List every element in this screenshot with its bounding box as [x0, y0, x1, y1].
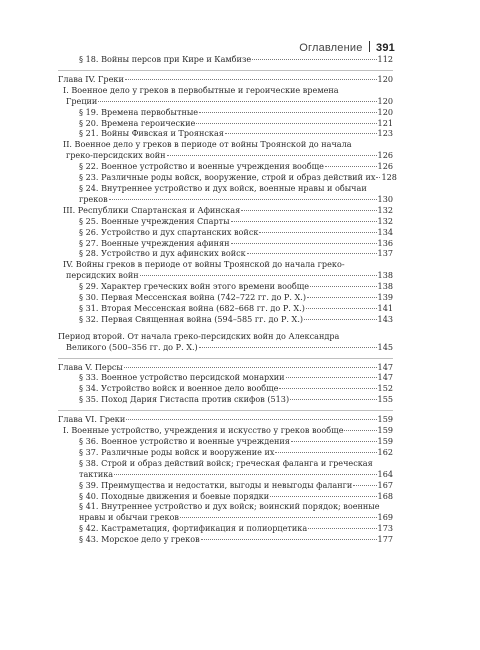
toc-entry-text: § 21. Войны Фивская и Троянская — [79, 128, 224, 139]
toc-entry-text: § 37. Различные роды войск и вооружение их — [79, 446, 275, 457]
toc-page-number: 169 — [377, 512, 393, 523]
dot-leader — [344, 430, 376, 431]
toc-entry-text: греко-персидских войн — [66, 150, 166, 161]
toc-entry-text: I. Военные устройство, учреждения и искусство у греков вообще — [63, 425, 344, 436]
toc-section-entry[interactable] — [58, 238, 393, 249]
toc-chapter-entry[interactable] — [58, 74, 393, 85]
toc-chapter-entry[interactable] — [58, 362, 393, 373]
dot-leader — [247, 253, 377, 254]
dot-leader — [225, 133, 377, 134]
toc-entry-text: Период второй. От начала греко-персидских войн до Александра — [58, 330, 340, 341]
dot-leader — [291, 441, 377, 442]
toc-part-entry[interactable] — [58, 259, 393, 281]
dot-leader — [306, 308, 377, 309]
dot-leader — [125, 79, 377, 80]
section-title: Оглавление — [299, 42, 363, 54]
toc-entry-text: § 40. Походные движения и боевые порядки — [79, 490, 270, 501]
toc-page-number: 139 — [377, 292, 393, 303]
toc-entry-text: § 42. Кастраметация, фортификация и полиорцетика — [79, 523, 308, 534]
toc-entry-text: Великого (500–356 гг. до Р. Х.) — [66, 341, 198, 352]
toc-entry-text: § 33. Военное устройство персидской монархии — [79, 372, 285, 383]
dot-leader — [270, 496, 376, 497]
toc-page-number: 123 — [377, 128, 393, 139]
dot-leader — [376, 177, 380, 178]
toc-section-entry[interactable] — [58, 227, 393, 238]
dot-leader — [199, 112, 376, 113]
dot-leader — [304, 319, 376, 320]
toc-entry-text: § 20. Времена героические — [79, 117, 196, 128]
toc-entry-text: § 35. Поход Дария Гистаспа против скифов (513) — [79, 394, 290, 405]
toc-entry-text: § 22. Военное устройство и военные учреждения вообще — [79, 161, 324, 172]
toc-section-entry[interactable] — [58, 281, 393, 292]
toc-entry-text: I. Военное дело у греков в первобытные и героические времена — [63, 84, 339, 95]
toc-section-entry[interactable] — [58, 107, 393, 118]
dot-leader — [114, 474, 376, 475]
toc-entry-text: Глава V. Персы — [58, 361, 123, 372]
toc-entry-text: § 30. Первая Мессенская война (742–722 гг. до Р. Х.) — [79, 292, 307, 303]
toc-entry-text: Греции — [66, 95, 98, 106]
dot-leader — [259, 232, 376, 233]
toc-page-number: 145 — [377, 341, 393, 352]
toc-entry-text: IV. Войны греков в периоде от войны Троянской до начала греко- — [63, 259, 345, 270]
toc-page-number: 138 — [377, 281, 393, 292]
toc-page-number: 164 — [377, 468, 393, 479]
toc-entry-text: § 41. Внутреннее устройство и дух войск; воинский порядок; военные — [79, 501, 380, 512]
toc-page-number: 138 — [377, 270, 393, 281]
toc-entry-text: Глава IV. Греки — [58, 73, 124, 84]
toc-page-number: 137 — [377, 248, 393, 259]
toc-page-number: 177 — [377, 534, 393, 545]
toc-part-entry[interactable] — [58, 139, 393, 161]
header-separator — [369, 41, 371, 52]
dot-leader — [201, 539, 377, 540]
running-header — [299, 41, 395, 54]
toc-entry-text: § 19. Времена первобытные — [79, 106, 199, 117]
toc-section-entry[interactable] — [58, 447, 393, 458]
toc-part-entry[interactable] — [58, 85, 393, 107]
toc-page-number: 120 — [377, 73, 393, 84]
toc-section-entry[interactable] — [58, 383, 393, 394]
toc-entry-text: § 26. Устройство и дух спартанских войск — [79, 226, 259, 237]
dot-leader — [124, 367, 377, 368]
toc-section-entry[interactable] — [58, 172, 397, 183]
toc-entry-text: § 18. Войны персов при Кире и Камбизе — [79, 54, 252, 64]
toc-entry-text: § 43. Морское дело у греков — [79, 534, 200, 545]
toc-section-entry[interactable] — [58, 303, 393, 314]
dot-leader — [231, 221, 377, 222]
toc-entry-text: § 32. Первая Священная война (594–585 гг. до Р. Х.) — [79, 313, 304, 324]
toc-page-number: 120 — [377, 106, 393, 117]
toc-entry-text: § 36. Военное устройство и военные учреждения — [79, 436, 290, 446]
section-divider — [58, 70, 393, 71]
toc-page-number: 155 — [377, 394, 393, 405]
toc-entry-text: греков — [79, 193, 108, 204]
dot-leader — [290, 399, 376, 400]
toc-page-number: 162 — [377, 446, 393, 457]
toc-section-entry[interactable] — [58, 534, 393, 545]
dot-leader — [252, 59, 376, 60]
toc-entry-text: § 28. Устройство и дух афинских войск — [79, 248, 246, 259]
toc-section-entry[interactable] — [58, 458, 393, 480]
dot-leader — [310, 286, 377, 287]
section-divider — [58, 410, 393, 411]
toc-entry-text: § 29. Характер греческих войн этого времени вообще — [79, 281, 310, 292]
dot-leader — [167, 155, 377, 156]
toc-page-number: 126 — [377, 161, 393, 172]
dot-leader — [279, 388, 376, 389]
toc-section-entry[interactable] — [58, 501, 393, 523]
toc-page-number: 143 — [377, 313, 393, 324]
toc-page-number: 112 — [377, 54, 393, 64]
toc-entry-text: § 25. Военные учреждения Спарты — [79, 215, 230, 226]
toc-section-entry[interactable] — [58, 248, 393, 259]
dot-leader — [241, 210, 376, 211]
toc-page-number: 168 — [377, 490, 393, 501]
toc-page-number: 128 — [381, 172, 397, 183]
dot-leader — [140, 275, 377, 276]
toc-part-entry[interactable] — [58, 425, 393, 436]
toc-section-entry[interactable] — [58, 372, 393, 383]
toc-page-number: 132 — [377, 204, 393, 215]
toc-section-entry[interactable] — [58, 216, 393, 227]
toc-page-number: 120 — [377, 95, 393, 106]
toc-page-number: 134 — [377, 226, 393, 237]
dot-leader — [180, 517, 377, 518]
toc-page-number: 130 — [377, 193, 393, 204]
toc-page-number: 159 — [377, 436, 393, 446]
toc-entry-text: § 24. Внутреннее устройство и дух войск, военные нравы и обычаи — [79, 182, 367, 193]
toc-page-number: 147 — [377, 372, 393, 383]
toc-section-entry[interactable] — [58, 491, 393, 502]
toc-entry-text: § 23. Различные роды войск, вооружение, строй и образ действий их — [79, 172, 376, 183]
dot-leader — [275, 452, 376, 453]
dot-leader — [109, 199, 377, 200]
dot-leader — [353, 485, 376, 486]
toc-section-entry[interactable] — [58, 394, 393, 405]
toc-page-number: 152 — [377, 383, 393, 394]
toc-page-number: 141 — [377, 302, 393, 313]
toc-page-number: 126 — [377, 150, 393, 161]
toc-entry-text: II. Военное дело у греков в периоде от войны Троянской до начала — [63, 139, 352, 150]
toc-page-number: 147 — [377, 361, 393, 372]
toc-entry-text: § 38. Строй и образ действий войск; греческая фаланга и греческая — [79, 457, 373, 468]
toc-section-entry[interactable] — [58, 292, 393, 303]
toc-page-number: 159 — [377, 425, 393, 436]
dot-leader — [231, 243, 377, 244]
toc-entry-text: § 39. Преимущества и недостатки, выгоды и невыгоды фаланги — [79, 479, 353, 490]
toc-page-number: 121 — [377, 117, 393, 128]
toc-section-entry[interactable] — [58, 128, 393, 139]
toc-page-number: 132 — [377, 215, 393, 226]
page-number: 391 — [376, 42, 395, 54]
section-divider — [58, 358, 393, 359]
toc-chapter-entry[interactable] — [58, 331, 393, 353]
toc-entry-text: III. Республики Спартанская и Афинская — [63, 204, 241, 215]
toc-section-entry[interactable] — [58, 480, 393, 491]
toc-chapter-entry[interactable] — [58, 414, 393, 425]
table-of-contents — [58, 54, 397, 545]
dot-leader — [325, 166, 377, 167]
toc-section-entry[interactable] — [58, 314, 393, 325]
toc-entry-text: Глава VI. Греки — [58, 414, 126, 425]
toc-entry-text: § 27. Военные учреждения афинян — [79, 237, 230, 248]
toc-section-entry[interactable] — [58, 436, 393, 447]
dot-leader — [126, 419, 376, 420]
toc-page-number: 167 — [377, 479, 393, 490]
dot-leader — [199, 347, 377, 348]
dot-leader — [286, 377, 377, 378]
toc-section-entry[interactable] — [58, 523, 393, 534]
toc-section-entry[interactable] — [58, 161, 393, 172]
toc-entry-text: § 34. Устройство войск и военное дело вообще — [79, 383, 279, 394]
dot-leader — [308, 528, 376, 529]
toc-page-number: 136 — [377, 237, 393, 248]
toc-page-number: 173 — [377, 523, 393, 534]
toc-part-entry[interactable] — [58, 205, 393, 216]
dot-leader — [307, 297, 377, 298]
toc-section-entry[interactable] — [58, 118, 393, 129]
toc-entry-text: § 31. Вторая Мессенская война (682–668 гг. до Р. Х.) — [79, 302, 305, 313]
toc-entry-text: нравы и обычаи греков — [79, 512, 179, 523]
dot-leader — [196, 123, 376, 124]
toc-page-number: 159 — [377, 414, 393, 425]
dot-leader — [98, 101, 376, 102]
toc-entry-text: персидских войн — [66, 270, 139, 281]
toc-entry-text: тактика — [79, 468, 114, 479]
toc-section-entry[interactable] — [58, 183, 393, 205]
toc-section-entry[interactable] — [58, 54, 393, 65]
